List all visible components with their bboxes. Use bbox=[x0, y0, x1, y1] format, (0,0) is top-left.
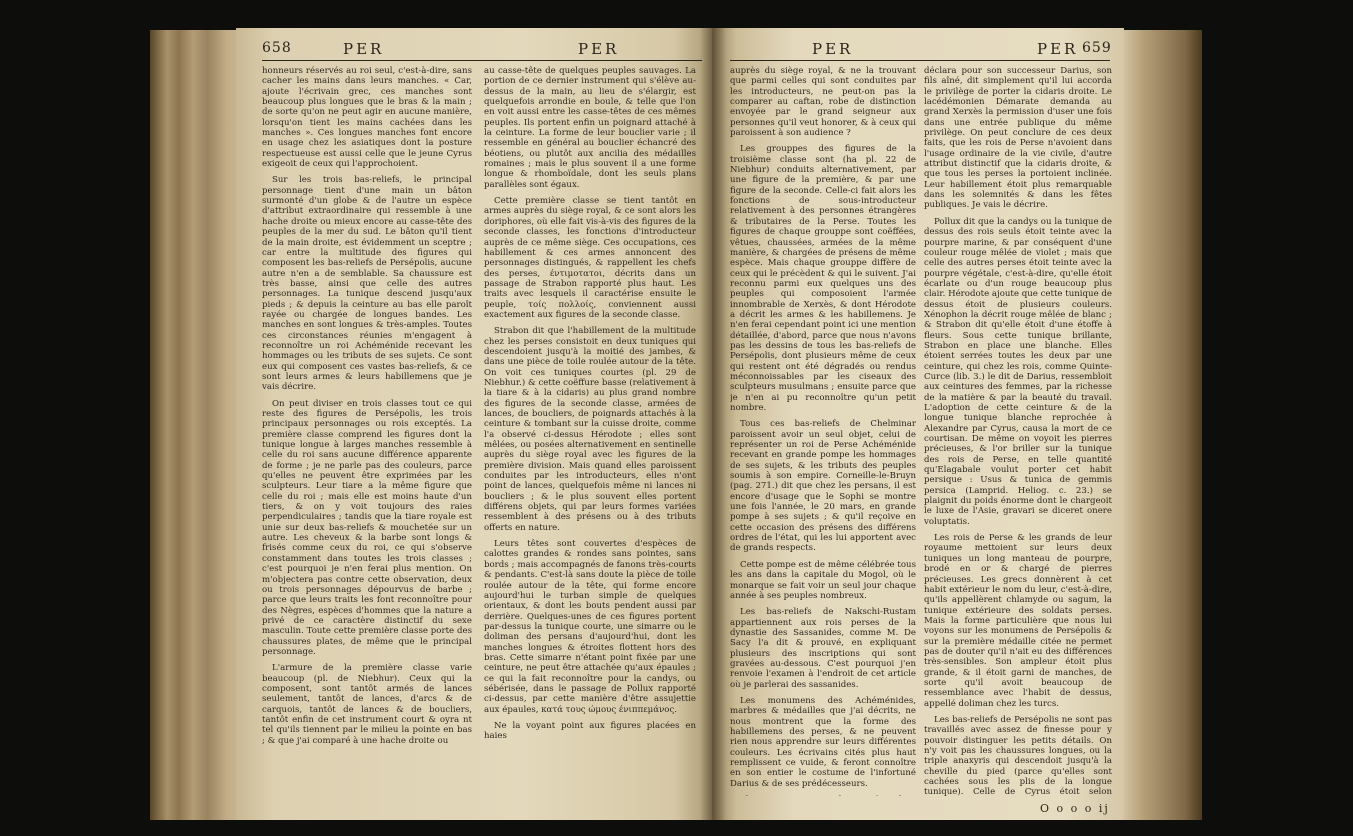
right-page-number: 659 bbox=[1082, 40, 1112, 56]
paragraph: Les grouppes des figures de la troisième classe sont (ha pl. 22 de Niebhur) conduits alternativement, par une figure de la première, & par une figure de la seconde. Celle-ci fait alors les fonctions de sous-introducteur relativement à des personnes étrangères & tributaires de la Perse. Toutes les figures de chaque grouppe sont coëffées, vêtues, chaussées, armées de la même manière, & chargées de présens de même espèce. Mais chaque grouppe diffère de ceux qui le précèdent & qui le suivent. J'ai reconnu parmi eux quelques uns des peuples qui composoient l'armée innombrable de Xerxès, & dont Hérodote a décrit les armes & les habillemens. Je n'en ferai cependant point ici une mention détaillée, d'abord, parce que nous n'avons pas les dessins de tous les bas-reliefs de Persépolis, dont plusieurs même de ceux qui restent ont été dégradés ou rendus méconnoissables par les ciseaux des sculpteurs musulmans ; ensuite parce que je n'en ai pu reconnoître qu'un petit nombre. bbox=[730, 144, 916, 413]
left-page-column-2 bbox=[484, 66, 696, 796]
left-page-number: 658 bbox=[262, 40, 292, 56]
right-page-column-1 bbox=[730, 66, 916, 796]
paragraph: Sur les trois bas-reliefs, le principal personnage tient d'une main un bâton surmonté d'un globe & de l'autre un espèce d'attribut extraordinaire qui ressemble à une hache droite ou mieux encore au casse-tête des peuples de la mer du sud. Le bâton qu'il tient de la main droite, est évidemment un sceptre ; car entre la multitude des figures qui composent les bas-reliefs de Persépolis, aucune autre n'en a de semblable. Sa chaussure est très basse, ainsi que celle des autres personnages. La tunique descend jusqu'aux pieds ; & depuis la ceinture au bas elle paroît rayée ou chargée de longues bandes. Les manches en sont longues & très-amples. Toutes ces circonstances réunies m'engagent à reconnoître un roi Achéménide recevant les hommages ou les tributs de ses sujets. Ce sont eux qui composent ces vastes bas-reliefs, & ce sont leurs armes & leurs habillemens que je vais décrire. bbox=[262, 175, 472, 393]
left-head-rule bbox=[262, 60, 702, 61]
paragraph: Cette pompe est de même célébrée tous les ans dans la capitale du Mogol, où le monarque se fait voir un seul jour chaque année à ses peuples nombreux. bbox=[730, 559, 916, 601]
paragraph: au casse-tête de quelques peuples sauvages. La portion de ce dernier instrument qui s'élève au-dessus de la main, au lieu de s'élargir, est quelquefois arrondie en boule, & telle que l'on en voit aussi entre les casse-têtes de ces mêmes peuples. Ils portent enfin un poignard attaché à la ceinture. La forme de leur bouclier varie ; il ressemble en général au bouclier échancré des béotiens, ou plutôt aux ancilia des médailles romaines ; mais le plus souvent il a une forme longue & rhomboïdale, dont les seuls plans parallèles sont égaux. bbox=[484, 66, 696, 190]
left-page-edges bbox=[150, 30, 246, 820]
right-running-head-2: PER bbox=[1037, 40, 1079, 58]
right-page-edges bbox=[1120, 30, 1202, 820]
paragraph: auprès du siège royal, & ne la trouvant que parmi celles qui sont conduites par les introducteurs, ne peut-on pas la comparer au caftan, robe de distinction envoyée par le grand seigneur aux personnes qu'il veut honorer, & à ceux qui paroissent à son audience ? bbox=[730, 66, 916, 139]
signature-mark: O o o o ij bbox=[1040, 802, 1110, 815]
paragraph: Les bas-reliefs de Nakschi-Rustam appartiennent aux rois perses de la dynastie des Sassanides, comme M. De Sacy l'a dit & prouvé, en expliquant plusieurs des inscriptions qui sont gravées au-dessous. C'est pourquoi j'en renvoie l'examen à l'endroit de cet article où je parlerai des sassanides. bbox=[730, 607, 916, 690]
left-page-column-1 bbox=[262, 66, 472, 796]
paragraph: Leurs têtes sont couvertes d'espèces de calottes grandes & rondes sans pointes, sans bords ; mais accompagnés de fanons très-courts & pendants. C'est-là sans doute la pièce de toile roulée autour de la tête, qui forme encore aujourd'hui le turban simple de quelques orientaux, & dont les bouts pendent aussi par derrière. Quelques-unes de ces figures portent par-dessus la tunique courte, une simarre ou le doliman des persans d'aujourd'hui, dont les manches longues & étroites flottent hors des bras. Cette simarre n'étant point fixée par une ceinture, ne peut être attachée qu'aux épaules ; ce qui la fait reconnoître pour la candys, ou sébérisée, dans le passage de Pollux rapporté ci-dessus, par cette manière d'être assujettie aux épaules, κατά τους ώμους ένιππεμάνος. bbox=[484, 539, 696, 715]
paragraph: déclara pour son successeur Darius, son fils aîné, dit simplement qu'il lui accorda le privilège de porter la cidaris droite. Le lacédémonien Démarate demanda au grand Xerxès la permission d'user une fois dans une entrée publique du même privilège. On peut conclure de ces deux faits, que les rois de Perse n'avoient dans l'usage ordinaire de la vie civile, d'autre attribut distinctif que la cidaris droite, & que tous les perses la portoient inclinée. Leur habillement étoit plus remarquable dans les solemnités & dans les fêtes publiques. Je vais le décrire. bbox=[924, 66, 1112, 211]
book-gutter bbox=[700, 28, 726, 820]
right-head-rule bbox=[730, 60, 1110, 61]
paragraph: Ne la voyant point aux figures placées en haies bbox=[484, 720, 696, 742]
paragraph: Cette première classe se tient tantôt en armes auprès du siège royal, & ce sont alors les doriphores, où elle fait vis-à-vis des figures de la seconde classes, les fonctions d'introducteur auprès de ce même siège. Ces occupations, ces habillement & ces armes annoncent des personnages distingués, & rappellent les chefs des perses, έντιμοτατοι, décrits dans un passage de Strabon rapporté plus haut. Les traits avec lesquels il caractérise ensuite le peuple, τοίς πολλοίς, conviennent aussi exactement aux figures de la seconde classe. bbox=[484, 196, 696, 320]
paragraph: L'armure de la première classe varie beaucoup (pl. de Niebhur). Ceux qui la composent, sont tantôt armés de lances seulement, tantôt de lances, d'arcs & de carquois, tantôt de lances & de boucliers, tantôt enfin de cet instrument court & oyra nt tel qu'ils tiennent par le milieu la pointe en bas ; & que j'ai comparé à une hache droite ou bbox=[262, 663, 472, 746]
paragraph: honneurs réservés au roi seul, c'est-à-dire, sans cacher les mains dans leurs manches. « Car, ajoute l'écrivain grec, ces manches sont beaucoup plus longues que le bras & la main ; de sorte qu'on ne peut agir en aucune manière, lorsqu'on tient les mains cachées dans les manches ». Ces longues manches font encore en usage chez les asiatiques dont la posture respectueuse est aussi celle que le jeune Cyrus exigeoit de ceux qui l'approchoient. bbox=[262, 66, 472, 170]
paragraph: Pollux dit que la candys ou la tunique de dessus des rois seuls étoit teinte avec la pourpre marine, & par conséquent d'une couleur rouge mêlée de violet ; mais que celle des autres perses étoit teinte avec la pourpre végétale, c'est-à-dire, qu'elle étoit écarlate ou d'un rouge beaucoup plus clair. Hérodote ajoute que cette tunique de dessus étoit de plusieurs couleurs. Xénophon la décrit rouge mêlée de blanc ; & Strabon dit qu'elle étoit d'une étoffe à fleurs. Sous cette tunique brillante, Strabon en place une blanche. Elles étoient serrées toutes les deux par une ceinture, qui chez les rois, comme Quinte-Curce (lib. 3.) le dit de Darius, ressembloit aux ceintures des femmes, par la richesse de la matière & par la beauté du travail. L'adoption de cette ceinture & de la longue tunique blanche reprochée à Alexandre par Cyrus, causa la mort de ce courtisan. De même on voyoit les pierres précieuses, & l'or briller sur la tunique des rois de Perse, en telle quantité qu'Elagabale voulut porter cet habit persique : Usus & tunica de gemmis persica (Lamprid. Heliog. c. 23.) se plaignit du poids énorme dont le chargeoit le luxe de l'Asie, gravari se diceret onere voluptatis. bbox=[924, 216, 1112, 527]
left-running-head-2: PER bbox=[578, 40, 620, 58]
paragraph: Les rois de Perse & les grands de leur royaume mettoient sur leurs deux tuniques un long manteau de pourpre, brodé en or & chargé de pierres précieuses. Les grecs donnèrent à cet habit extérieur le nom du leur, c'est-à-dire, qu'ils appellèrent chlamyde ou sagum, la tunique extérieure des soldats perses. Mais la forme particulière que nous lui voyons sur les monumens de Persépolis & sur la première médaille citée ne permet pas de douter qu'il n'ait eu des différences très-sensibles. Son ampleur étoit plus grande, & il étoit garni de manches, de sorte qu'il avoit beaucoup de ressemblance avec l'habit de dessus, appellé doliman chez les turcs. bbox=[924, 533, 1112, 709]
paragraph: Les bas-reliefs de Persépolis ne sont pas travaillés avec assez de finesse pour y pouvoir distinguer les petits détails. On n'y voit pas les chaussures longues, ou la triple anaxyris qui descendoit jusqu'à la cheville du pied (parce qu'elles sont cachées sous les plis de la longue tunique). Celle de Cyrus étoit selon bbox=[924, 714, 1112, 796]
paragraph: Les monumens des Achéménides, marbres & médailles que j'ai décrits, ne nous montrent que la forme des habillemens des perses, & ne peuvent rien nous apprendre sur leurs différentes couleurs. Les écrivains cités plus haut remplissent ce vuide, & feront connoître en son entier le costume de l'infortuné Darius & de ses prédécesseurs. bbox=[730, 695, 916, 789]
paragraph: Strabon dit que l'habillement de la multitude chez les perses consistoit en deux tuniques qui descendoient jusqu'à la moitié des jambes, & dans une pièce de toile roulée autour de la tête. On voit ces tuniques courtes (pl. 29 de Niebhur.) & cette coëffure basse (relativement à la tiare & à la cidaris) au plus grand nombre des figures de la seconde classe, armées de lances, de boucliers, de poignards attachés à la ceinture & tombant sur la cuisse droite, comme l'a observé ci-dessus Hérodote ; elles sont mêlées, ou posées alternativement en sentinelle auprès du siège royal avec les figures de la première division. Mais quand elles paroissent conduites par les introducteurs, elles n'ont point de lances, quelquefois même ni lances ni boucliers ; & le plus souvent elles portent différens objets, qui par leurs formes variées ressemblent à des présens ou à des tributs offerts en nature. bbox=[484, 326, 696, 533]
left-running-head-1: PER bbox=[343, 40, 385, 58]
paragraph bbox=[730, 795, 916, 796]
right-page-column-2 bbox=[924, 66, 1112, 796]
paragraph: Tous ces bas-reliefs de Chelminar paroissent avoir un seul objet, celui de représenter un roi de Perse Achéménide recevant en grande pompe les hommages de ses sujets, & les tributs des peuples soumis à son empire. Corneille-le-Bruyn (pag. 271.) dit que chez les persans, il est encore d'usage que le Sophi se montre une fois l'année, le 20 mars, en grande pompe à ses sujets ; & qu'il reçoive en cette occasion des présens des différens ordres de l'état, qui les lui apportent avec de grands respects. bbox=[730, 419, 916, 554]
right-running-head-1: PER bbox=[812, 40, 854, 58]
paragraph: On peut diviser en trois classes tout ce qui reste des figures de Persépolis, les trois principaux personnages ou rois exceptés. La première classe comprend les figures dont la tunique longue à larges manches ressemble à celle du roi sans aucune différence apparente de forme ; je ne parle pas des couleurs, parce qu'elles ne peuvent être exprimées par les sculpteurs. Leur tiare a la même figure que celle du roi ; mais elle est moins haute d'un tiers, & on y voit toujours des raies perpendiculaires ; tandis que la tiare royale est unie sur deux bas-reliefs & mouchetée sur un autre. Les cheveux & la barbe sont longs & frisés comme ceux du roi, ce qui s'observe constamment dans toutes les trois classes ; c'est pourquoi je n'en ferai plus mention. On m'objectera pas contre cette observation, deux ou trois personnages dépourvus de barbe ; parce que leurs traits les font reconnoître pour des Nègres, espèces d'hommes que la nature a privé de ce caractère distinctif du sexe masculin. Toute cette première classe porte des chaussures plates, de même que le principal personnage. bbox=[262, 398, 472, 657]
